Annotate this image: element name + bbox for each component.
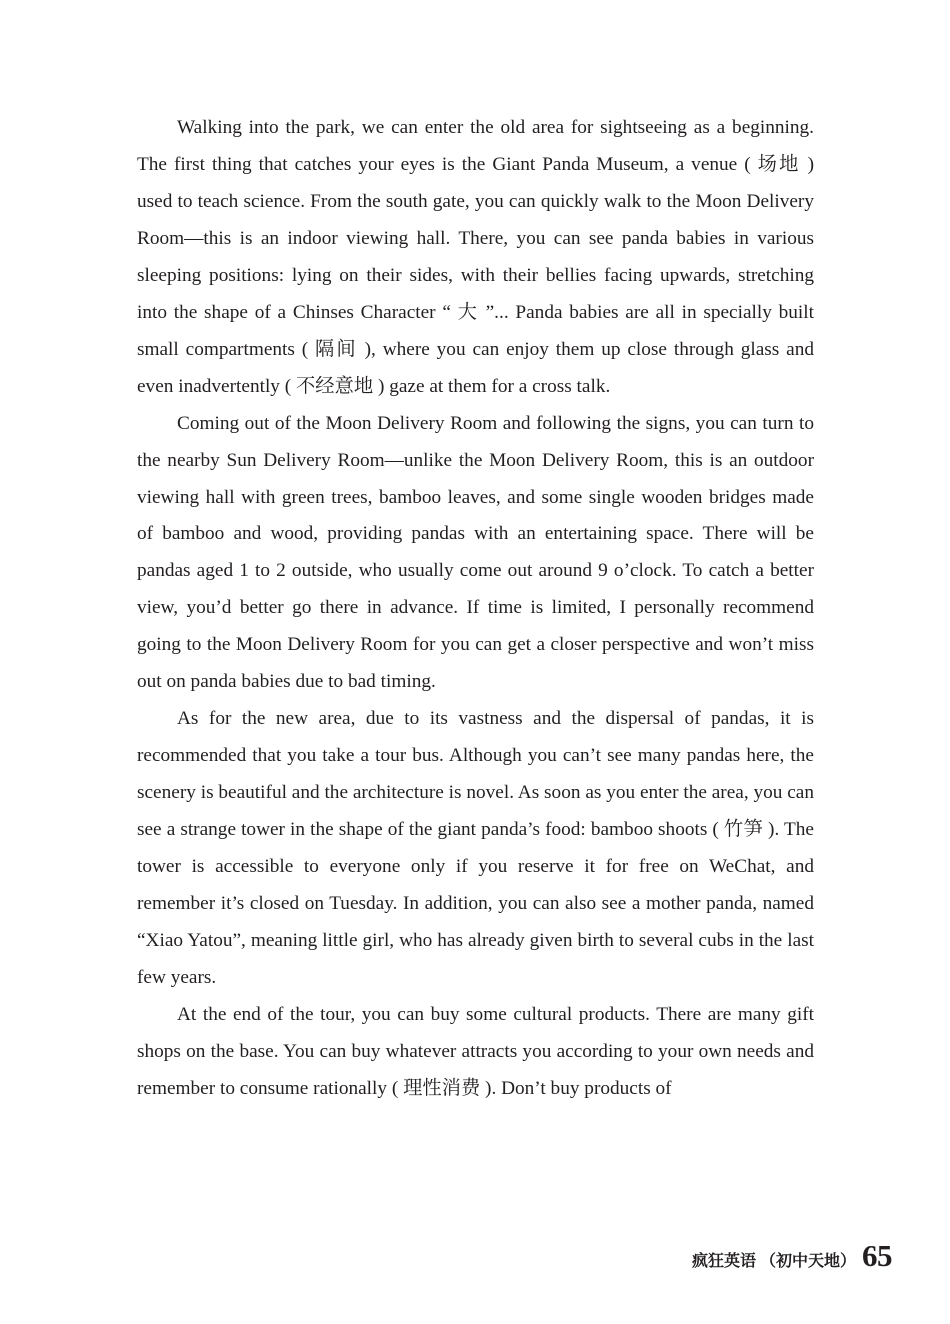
article-body bbox=[137, 110, 814, 1108]
page-footer bbox=[692, 1238, 892, 1280]
magazine-edition: （初中天地） bbox=[759, 1251, 856, 1270]
paragraph-sun-delivery-room: Coming out of the Moon Delivery Room and following the signs, you can turn to the nearby Sun Delivery Room—unlike the Moon Delivery Room, this is an outdoor viewing hall with green trees, bamboo leaves, and some single wooden bridges made of bamboo and wood, providing pandas with an entertaining space. There will be pandas aged 1 to 2 outside, who usually come out around 9 o’clock. To catch a better view, you’d better go there in advance. If time is limited, I personally recommend going to the Moon Delivery Room for you can get a closer perspective and won’t miss out on panda babies due to bad timing. bbox=[137, 412, 814, 693]
paragraph-new-area: As for the new area, due to its vastness and the dispersal of pandas, it is recommended that you take a tour bus. Although you can’t see many pandas here, the scenery is beautiful and the architecture is novel. As soon as you enter the area, you can see a strange tower in the shape of the giant panda’s food: bamboo shoots ( 竹笋 ). The tower is accessible to everyone only if you reserve it for free on WeChat, and remember it’s closed on Tuesday. In addition, you can also see a mother panda, named “Xiao Yatou”, meaning little girl, who has already given birth to several cubs in the last few years. bbox=[137, 708, 814, 988]
paragraph-cultural-products: At the end of the tour, you can buy some cultural products. There are many gift shops on the base. You can buy whatever attracts you according to your own needs and remember to consume rationally ( 理性消费 ). Don’t buy products of bbox=[137, 1003, 814, 1099]
page-number: 65 bbox=[862, 1238, 892, 1273]
paragraph-old-area: Walking into the park, we can enter the old area for sightseeing as a beginning. The first thing that catches your eyes is the Giant Panda Museum, a venue ( 场地 ) used to teach science. From the south gate, you can quickly walk to the Moon Delivery Room—this is an indoor viewing hall. There, you can see panda babies in various sleeping positions: lying on their sides, with their bellies facing upwards, stretching into the shape of a Chinses Character “ 大 ”... Panda babies are all in specially built small compartments ( 隔间 ), where you can enjoy them up close through glass and even inadvertently ( 不经意地 ) gaze at them for a cross talk. bbox=[137, 117, 814, 397]
magazine-title: 疯狂英语 bbox=[691, 1251, 756, 1270]
